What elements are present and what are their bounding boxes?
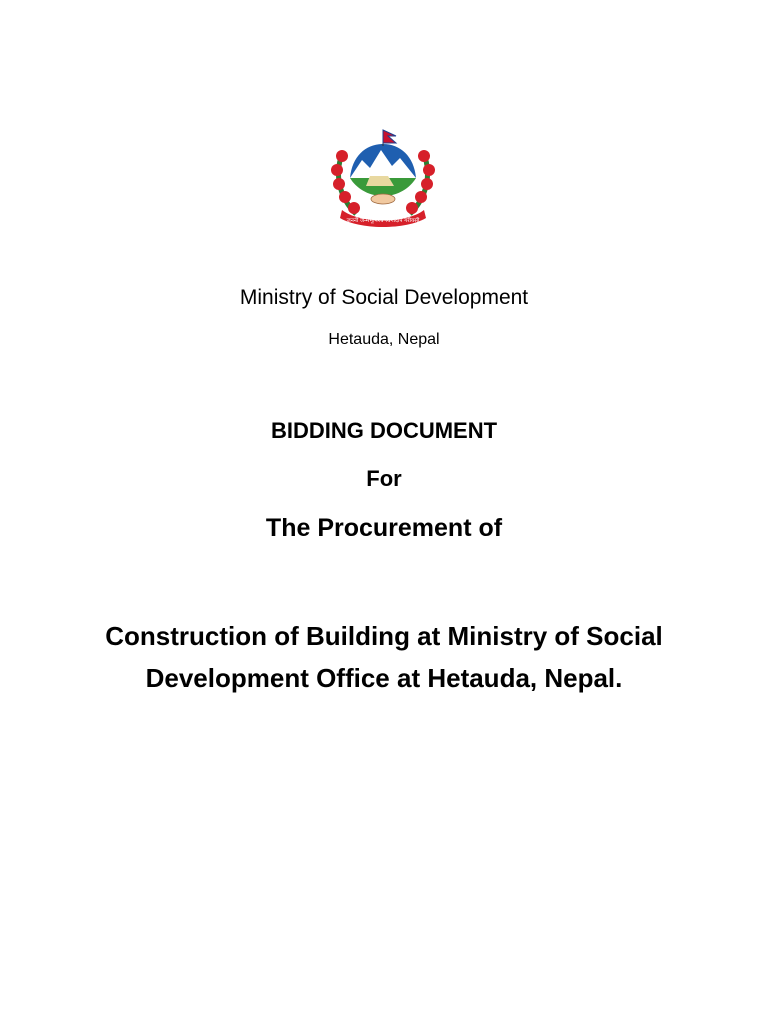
mountain-scene [350, 144, 416, 196]
project-title-line-1: Construction of Building at Ministry of Social [105, 621, 663, 651]
document-type-heading: BIDDING DOCUMENT [270, 418, 498, 443]
for-heading: For [366, 466, 402, 491]
nepal-flag [383, 130, 396, 146]
ministry-location: Hetauda, Nepal [328, 331, 440, 348]
procurement-heading: The Procurement of [265, 514, 503, 542]
svg-text:जननी जन्मभूमिश्च स्वर्गादपि गर: जननी जन्मभूमिश्च स्वर्गादपि गरीयसी [346, 218, 420, 224]
project-title-line-2: Development Office at Hetauda, Nepal. [145, 663, 623, 693]
handshake [371, 194, 395, 204]
project-title [0, 615, 768, 699]
ministry-name: Ministry of Social Development [239, 286, 529, 309]
nepal-government-emblem-icon [326, 126, 440, 230]
